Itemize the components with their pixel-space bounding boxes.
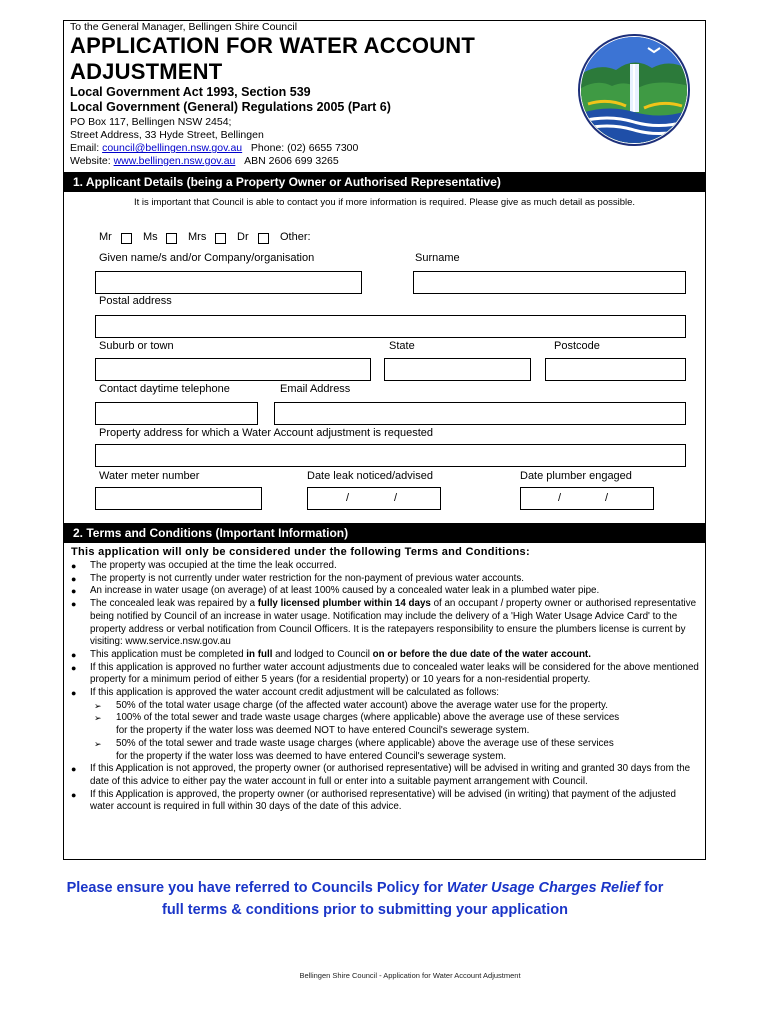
title-dr-checkbox[interactable] bbox=[258, 233, 269, 244]
title-mr-label: Mr bbox=[99, 231, 112, 243]
given-name-input[interactable] bbox=[95, 271, 362, 294]
postal-address-label: Postal address bbox=[99, 295, 172, 307]
title-dr-label: Dr bbox=[237, 231, 249, 243]
plumber-date-label: Date plumber engaged bbox=[520, 470, 632, 482]
title-other-label: Other: bbox=[280, 231, 311, 243]
email-input[interactable] bbox=[274, 402, 686, 425]
plumber-date-input[interactable] bbox=[520, 487, 654, 510]
postcode-label: Postcode bbox=[554, 340, 600, 352]
form-title-line2: ADJUSTMENT bbox=[70, 59, 223, 84]
terms-item: ● If this application is approved no further water account adjustments due to concealed water leaks will be considered for the above mentioned property for a minimum period of either 5 years (for a residential property) or 10 years for a non-residential property. bbox=[71, 661, 699, 686]
form-title-line1: APPLICATION FOR WATER ACCOUNT bbox=[70, 33, 476, 58]
phone-label: Contact daytime telephone bbox=[99, 383, 230, 395]
policy-notice-line2: full terms & conditions prior to submitting your application bbox=[161, 902, 568, 918]
street-address: Street Address, 33 Hyde Street, Bellingen bbox=[70, 129, 264, 141]
terms-item: ● This application must be completed in full and lodged to Council on or before the due date of the water account. bbox=[71, 648, 591, 660]
plumber-date-separator: / bbox=[558, 492, 562, 504]
regulation-reference: Local Government (General) Regulations 2005 (Part 6) bbox=[70, 100, 391, 114]
surname-label: Surname bbox=[415, 252, 460, 264]
title-mrs-label: Mrs bbox=[188, 231, 207, 243]
property-address-label: Property address for which a Water Account adjustment is requested bbox=[99, 427, 434, 439]
terms-item: ● If this Application is not approved, the property owner (or authorised representative) will be advised in writing and granted 30 days from the date of this advice to either pay the water account in full or enter into a suitable payment arrangement with Council. bbox=[71, 763, 691, 787]
property-address-input[interactable] bbox=[95, 444, 686, 467]
state-input[interactable] bbox=[384, 358, 531, 381]
postcode-input[interactable] bbox=[545, 358, 686, 381]
page-footer: Bellingen Shire Council - Application for Water Account Adjustment bbox=[299, 971, 521, 980]
section1-heading: 1. Applicant Details (being a Property Owner or Authorised Representative) bbox=[64, 172, 705, 192]
council-logo-icon bbox=[578, 34, 690, 146]
meter-number-label: Water meter number bbox=[99, 470, 200, 482]
terms-list bbox=[68, 560, 700, 814]
terms-subitem: ➢ 50% of the total sewer and trade waste usage charges (where applicable) above the average use of these services bbox=[94, 737, 614, 749]
postal-address-input[interactable] bbox=[95, 315, 686, 338]
terms-item: ● The concealed leak was repaired by a fully licensed plumber within 14 days of an occupant / property owner or authorised representative being notified by Council of an increase in water usage. Notification may include the delivery of a 'High Water Usage Advice Card' to the property address or verbal notification from Council Officers. It is the ratepayers responsibility to ensure the plumbers license is current by visiting: www.service.nsw.gov.au bbox=[71, 598, 697, 648]
council-phone: Phone: (02) 6655 7300 bbox=[250, 142, 359, 154]
po-box: PO Box 117, Bellingen NSW 2454; bbox=[70, 116, 232, 128]
title-mr-checkbox[interactable] bbox=[121, 233, 132, 244]
phone-input[interactable] bbox=[95, 402, 258, 425]
section2-heading: 2. Terms and Conditions (Important Information) bbox=[64, 523, 705, 543]
website-line bbox=[70, 155, 339, 168]
leak-date-separator: / bbox=[346, 492, 350, 504]
leak-date-label: Date leak noticed/advised bbox=[307, 470, 433, 482]
terms-subitem: ➢ 50% of the total water usage charge (of the affected water account) above the average water use for the property. bbox=[94, 699, 608, 711]
section1-note: It is important that Council is able to contact you if more information is required. Please give as much detail as possible. bbox=[133, 197, 636, 208]
leak-date-input[interactable] bbox=[307, 487, 441, 510]
title-ms-label: Ms bbox=[143, 231, 158, 243]
terms-item: ● An increase in water usage (on average) of at least 100% caused by a concealed water leak in a plumbed water pipe. bbox=[71, 585, 600, 597]
terms-subitem: ➢ 100% of the total sewer and trade waste usage charges (where applicable) above the average use of these services bbox=[94, 712, 620, 724]
meter-number-input[interactable] bbox=[95, 487, 262, 510]
terms-item: ● The property is not currently under water restriction for the non-payment of previous water accounts. bbox=[71, 572, 524, 584]
terms-lead: This application will only be considered under the following Terms and Conditions: bbox=[71, 546, 530, 558]
policy-notice-line1: Please ensure you have referred to Councils Policy for Water Usage Charges Relief for bbox=[66, 880, 664, 896]
plumber-date-separator: / bbox=[605, 492, 609, 504]
website-label: Website: bbox=[70, 155, 114, 167]
terms-subitem-continuation: for the property if the water loss was deemed to have entered Council's sewerage system. bbox=[116, 750, 507, 762]
addressee-line: To the General Manager, Bellingen Shire Council bbox=[70, 21, 298, 33]
title-mrs-checkbox[interactable] bbox=[215, 233, 226, 244]
leak-date-separator: / bbox=[394, 492, 398, 504]
suburb-label: Suburb or town bbox=[99, 340, 174, 352]
council-abn: ABN 2606 699 3265 bbox=[244, 155, 339, 167]
act-reference: Local Government Act 1993, Section 539 bbox=[70, 85, 311, 99]
state-label: State bbox=[389, 340, 415, 352]
council-email-link[interactable]: council@bellingen.nsw.gov.au bbox=[102, 142, 243, 154]
contact-email-line bbox=[70, 142, 358, 155]
suburb-input[interactable] bbox=[95, 358, 371, 381]
title-ms-checkbox[interactable] bbox=[166, 233, 177, 244]
surname-input[interactable] bbox=[413, 271, 686, 294]
terms-item: ● If this Application is approved, the property owner (or authorised representative) will be advised (in writing) that payment of the adjusted water account is required in full within 30 days of the date of this advice. bbox=[71, 788, 676, 813]
council-website-link[interactable]: www.bellingen.nsw.gov.au bbox=[113, 155, 236, 167]
email-address-label: Email Address bbox=[280, 383, 351, 395]
given-name-label: Given name/s and/or Company/organisation bbox=[99, 252, 315, 264]
terms-subitem-continuation: for the property if the water loss was deemed NOT to have entered Council's sewerage system. bbox=[116, 725, 530, 737]
terms-item: ● If this application is approved the water account credit adjustment will be calculated as follows: ➢ 50% of the total water usage charge (of the affected water account) above the average water use for the property. ➢ 100% of the total sewer and trade waste usage charges (where applicable) above the average use of these services for the property if the water loss was deemed NOT to have entered Council's sewerage system. ➢ 50% of the total sewer and trade waste usage charges (where applicable) above the average use of these services for the property if the water loss was deemed to have entered Council's sewerage system. bbox=[68, 687, 700, 763]
email-label: Email: bbox=[70, 142, 103, 154]
terms-item: ● The property was occupied at the time the leak occurred. bbox=[71, 560, 337, 571]
